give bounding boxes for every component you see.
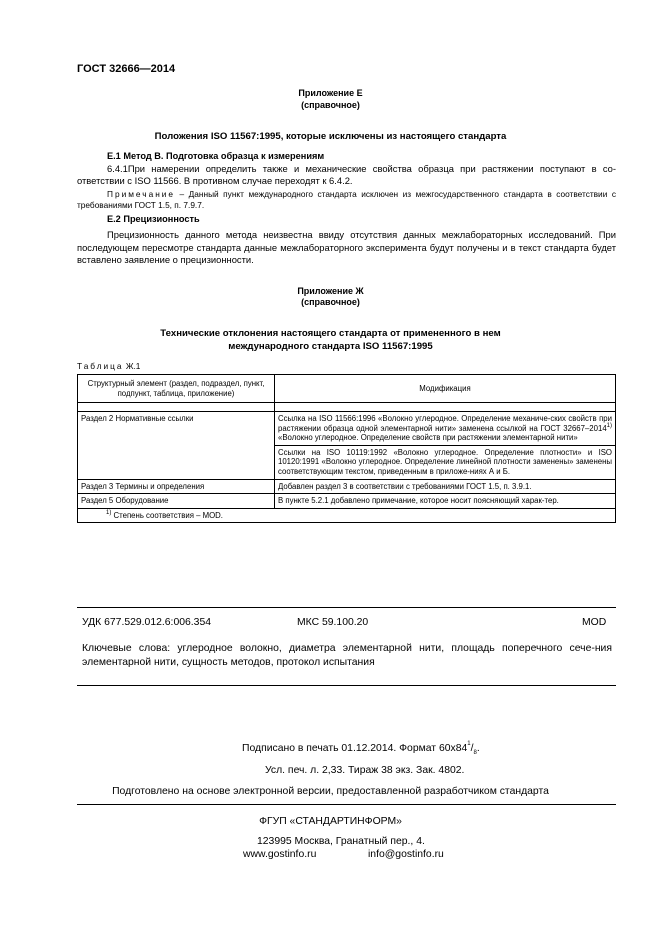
table-cell-modification: Добавлен раздел 3 в соответствии с требованиями ГОСТ 1.5, п. 3.9.1. bbox=[275, 479, 616, 494]
annex-zh-heading-line1: Технические отклонения настоящего стандарта от примененного в нем bbox=[160, 328, 501, 339]
section-e2-text: Прецизионность данного метода неизвестна ввиду отсутствия данных межлабораторных исследований. При последующем пересмотре стандарта данные межлабораторного эксперимента будут получены и в текст стандарта будет вставлено заявление о прецизионности. bbox=[77, 229, 616, 265]
footnote-mark: 1) bbox=[106, 509, 112, 516]
annex-e-heading: Положения ISO 11567:1995, которые исключены из настоящего стандарта bbox=[154, 131, 507, 142]
format-sup: 1 bbox=[467, 741, 471, 747]
note-text: – Данный пункт международного стандарта исключен из межгосударственного стандарта в соответствии с требованиями ГОСТ 1.5, п. 7.9.7. bbox=[77, 189, 616, 210]
table-footnote bbox=[78, 508, 616, 523]
format-slash: / bbox=[470, 743, 474, 754]
mks-code: МКС 59.100.20 bbox=[297, 617, 369, 628]
table-cell-modification: В пункте 5.2.1 добавлено примечание, которое носит поясняющий харак-тер. bbox=[275, 494, 616, 509]
table-header-row bbox=[78, 375, 616, 403]
signed-info bbox=[242, 743, 480, 756]
email-link[interactable]: info@gostinfo.ru bbox=[368, 849, 444, 860]
table-caption-number: Ж.1 bbox=[125, 361, 141, 371]
note-paragraph bbox=[77, 189, 616, 211]
section-e1-text: 6.4.1При намерении определить также и механические свойства образца при растяжении поступают в со-ответствии с ISO 11566. В противном случае переходят к 6.4.2. bbox=[77, 163, 616, 186]
table-cell-element: Раздел 2 Нормативные ссылки bbox=[78, 412, 275, 480]
table-spacer-cell bbox=[275, 403, 616, 412]
prepared-info: Подготовлено на основе электронной версии, предоставленной разработчиком стандарта bbox=[112, 786, 549, 797]
mod-text: Ссылка на ISO 11566:1996 «Волокно углеродное. Определение механиче-ских свойств при растяжении образца одной элементарной нити» заменена ссылкой на ГОСТ 32667–2014 bbox=[278, 414, 612, 433]
table-header-modification: Модификация bbox=[275, 375, 616, 403]
table-spacer-row bbox=[78, 403, 616, 412]
udk-code: УДК 677.529.012.6:006.354 bbox=[82, 617, 212, 628]
annex-zh-subtitle: (справочное) bbox=[301, 297, 360, 307]
document-id: ГОСТ 32666—2014 bbox=[77, 63, 176, 75]
table-caption bbox=[77, 361, 140, 371]
table-row bbox=[78, 412, 616, 446]
signed-text: Подписано в печать 01.12.2014. Формат 60х84 bbox=[242, 743, 468, 754]
divider bbox=[77, 607, 616, 608]
section-e2-heading: Е.2 Прецизионность bbox=[107, 214, 200, 224]
table-caption-label: Таблица bbox=[77, 361, 124, 371]
footnote-ref: 1) bbox=[606, 422, 612, 429]
keywords: Ключевые слова: углеродное волокно, диаметра элементарной нити, площадь поперечного сече-ния элементарной нити, сущность методов, протокол испытания bbox=[82, 643, 612, 668]
print-info: Усл. печ. л. 2,33. Тираж 38 экз. Зак. 4802. bbox=[265, 765, 465, 776]
table-cell-element: Раздел 3 Термины и определения bbox=[78, 479, 275, 494]
note-label: Примечание bbox=[107, 189, 176, 199]
section-e1-heading: Е.1 Метод В. Подготовка образца к измерениям bbox=[107, 151, 325, 161]
website-link[interactable]: www.gostinfo.ru bbox=[243, 849, 317, 860]
divider bbox=[77, 804, 616, 805]
publisher-address: 123995 Москва, Гранатный пер., 4. bbox=[257, 836, 425, 847]
deviations-table bbox=[77, 374, 616, 523]
signed-end: . bbox=[476, 743, 480, 754]
table-cell-element: Раздел 5 Оборудование bbox=[78, 494, 275, 509]
mod-label: MOD bbox=[582, 617, 607, 628]
annex-e-subtitle: (справочное) bbox=[301, 100, 360, 110]
table-spacer-cell bbox=[78, 403, 275, 412]
table-row bbox=[78, 494, 616, 509]
table-header-element: Структурный элемент (раздел, подраздел, пункт, подпункт, таблица, приложение) bbox=[78, 375, 275, 403]
table-row bbox=[78, 479, 616, 494]
annex-zh-heading-line2: международного стандарта ISO 11567:1995 bbox=[228, 341, 433, 352]
table-footnote-row bbox=[78, 508, 616, 523]
publisher-name: ФГУП «СТАНДАРТИНФОРМ» bbox=[259, 816, 402, 827]
footnote-text: Степень соответствия – MOD. bbox=[111, 510, 223, 520]
table-cell-modification bbox=[275, 412, 616, 446]
annex-zh-title: Приложение Ж bbox=[297, 286, 364, 296]
mod-text: «Волокно углеродное. Определение свойств при растяжении элементарной нити» bbox=[278, 433, 578, 443]
format-sub: 8 bbox=[473, 750, 477, 757]
annex-e-title: Приложение Е bbox=[298, 88, 363, 98]
divider bbox=[77, 685, 616, 686]
table-cell-modification: Ссылки на ISO 10119:1992 «Волокно углеродное. Определение плотности» и ISO 10120:1991 «Волокно углеродное. Определение линейной плотности заменены» заменены соответствующим текстом, приведенным в приложе-ниях А и Б. bbox=[275, 445, 616, 479]
